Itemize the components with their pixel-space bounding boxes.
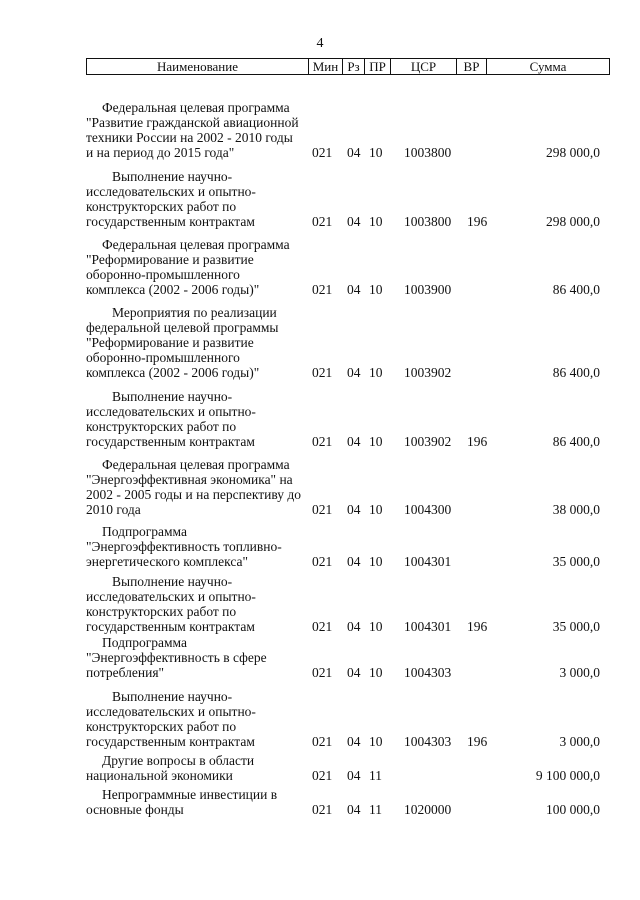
row-pr: 11 — [369, 768, 382, 783]
row-rz: 04 — [347, 619, 361, 634]
row-min: 021 — [312, 768, 333, 783]
row-pr: 10 — [369, 554, 383, 569]
row-csr: 1003902 — [404, 365, 452, 380]
row-min: 021 — [312, 665, 333, 680]
header-min: Мин — [309, 59, 343, 74]
row-name: Другие вопросы в области национальной экономики — [86, 753, 255, 783]
row-name: Федеральная целевая программа "Развитие гражданской авиационной техники России на 2002 - 2010 годы и на период до 2015 года" — [86, 100, 299, 160]
row-vr: 196 — [467, 434, 488, 449]
row-sum: 35 000,0 — [552, 619, 600, 634]
row-min: 021 — [312, 145, 333, 160]
row-csr: 1003800 — [404, 214, 452, 229]
row-sum: 86 400,0 — [552, 434, 600, 449]
row-rz: 04 — [347, 214, 361, 229]
row-csr: 1004303 — [404, 734, 452, 749]
row-name: Выполнение научно- исследовательских и опытно- конструкторских работ по государственным контрактам — [86, 689, 256, 749]
row-rz: 04 — [347, 502, 361, 517]
table-row — [0, 387, 640, 449]
row-csr: 1003902 — [404, 434, 452, 449]
row-csr: 1004301 — [404, 554, 452, 569]
row-rz: 04 — [347, 282, 361, 297]
row-sum: 100 000,0 — [546, 802, 600, 817]
table-row — [0, 167, 640, 229]
row-csr: 1004303 — [404, 665, 452, 680]
row-sum: 3 000,0 — [559, 734, 600, 749]
header-csr: ЦСР — [391, 59, 457, 74]
table-row — [0, 455, 640, 517]
row-name: Подпрограмма "Энергоэффективность в сфере потребления" — [86, 635, 267, 680]
header-name: Наименование — [87, 59, 309, 74]
row-vr: 196 — [467, 619, 488, 634]
row-csr: 1004300 — [404, 502, 452, 517]
table-row — [0, 235, 640, 297]
row-pr: 10 — [369, 365, 383, 380]
table-row — [0, 785, 640, 817]
row-min: 021 — [312, 282, 333, 297]
row-rz: 04 — [347, 434, 361, 449]
row-pr: 10 — [369, 214, 383, 229]
row-pr: 10 — [369, 282, 383, 297]
row-rz: 04 — [347, 768, 361, 783]
row-rz: 04 — [347, 145, 361, 160]
row-vr: 196 — [467, 734, 488, 749]
row-pr: 10 — [369, 502, 383, 517]
row-rz: 04 — [347, 665, 361, 680]
row-pr: 11 — [369, 802, 382, 817]
table-row — [0, 687, 640, 749]
table-header — [86, 58, 610, 75]
row-pr: 10 — [369, 619, 383, 634]
header-pr: ПР — [365, 59, 391, 74]
row-csr: 1003900 — [404, 282, 452, 297]
row-name: Федеральная целевая программа "Реформирование и развитие оборонно-промышленного комплекса (2002 - 2006 годы)" — [86, 237, 290, 297]
row-name: Выполнение научно- исследовательских и опытно- конструкторских работ по государственным контрактам — [86, 389, 256, 449]
row-name: Выполнение научно- исследовательских и опытно- конструкторских работ по государственным контрактам — [86, 169, 256, 229]
page-number: 4 — [316, 36, 324, 51]
row-csr: 1004301 — [404, 619, 452, 634]
row-sum: 86 400,0 — [552, 282, 600, 297]
row-sum: 35 000,0 — [552, 554, 600, 569]
row-name: Федеральная целевая программа "Энергоэффективная экономика" на 2002 - 2005 годы и на перспективу до 2010 года — [86, 457, 302, 517]
table-row — [0, 572, 640, 634]
row-rz: 04 — [347, 365, 361, 380]
table-row — [0, 303, 640, 380]
row-min: 021 — [312, 554, 333, 569]
row-rz: 04 — [347, 734, 361, 749]
row-min: 021 — [312, 434, 333, 449]
row-rz: 04 — [347, 554, 361, 569]
row-sum: 298 000,0 — [546, 214, 600, 229]
row-pr: 10 — [369, 665, 383, 680]
row-sum: 3 000,0 — [559, 665, 600, 680]
row-min: 021 — [312, 619, 333, 634]
table-row — [0, 751, 640, 783]
row-name: Мероприятия по реализации федеральной целевой программы "Реформирование и развитие оборонно-промышленного комплекса (2002 - 2006 годы)" — [86, 305, 279, 380]
row-vr: 196 — [467, 214, 488, 229]
row-csr: 1020000 — [404, 802, 452, 817]
header-vr: ВР — [457, 59, 487, 74]
row-min: 021 — [312, 365, 333, 380]
table-row — [0, 522, 640, 569]
table-row — [0, 633, 640, 680]
row-sum: 9 100 000,0 — [535, 768, 600, 783]
row-sum: 38 000,0 — [552, 502, 600, 517]
row-min: 021 — [312, 502, 333, 517]
row-pr: 10 — [369, 145, 383, 160]
row-name: Подпрограмма "Энергоэффективность топливно- энергетического комплекса" — [86, 524, 282, 569]
table-row — [0, 98, 640, 160]
header-rz: Рз — [343, 59, 365, 74]
row-pr: 10 — [369, 434, 383, 449]
row-pr: 10 — [369, 734, 383, 749]
row-sum: 86 400,0 — [552, 365, 600, 380]
row-min: 021 — [312, 214, 333, 229]
row-csr: 1003800 — [404, 145, 452, 160]
row-name: Непрограммные инвестиции в основные фонды — [86, 787, 278, 817]
row-rz: 04 — [347, 802, 361, 817]
row-min: 021 — [312, 802, 333, 817]
row-min: 021 — [312, 734, 333, 749]
row-name: Выполнение научно- исследовательских и опытно- конструкторских работ по государственным контрактам — [86, 574, 256, 634]
header-sum: Сумма — [529, 59, 567, 74]
row-sum: 298 000,0 — [546, 145, 600, 160]
